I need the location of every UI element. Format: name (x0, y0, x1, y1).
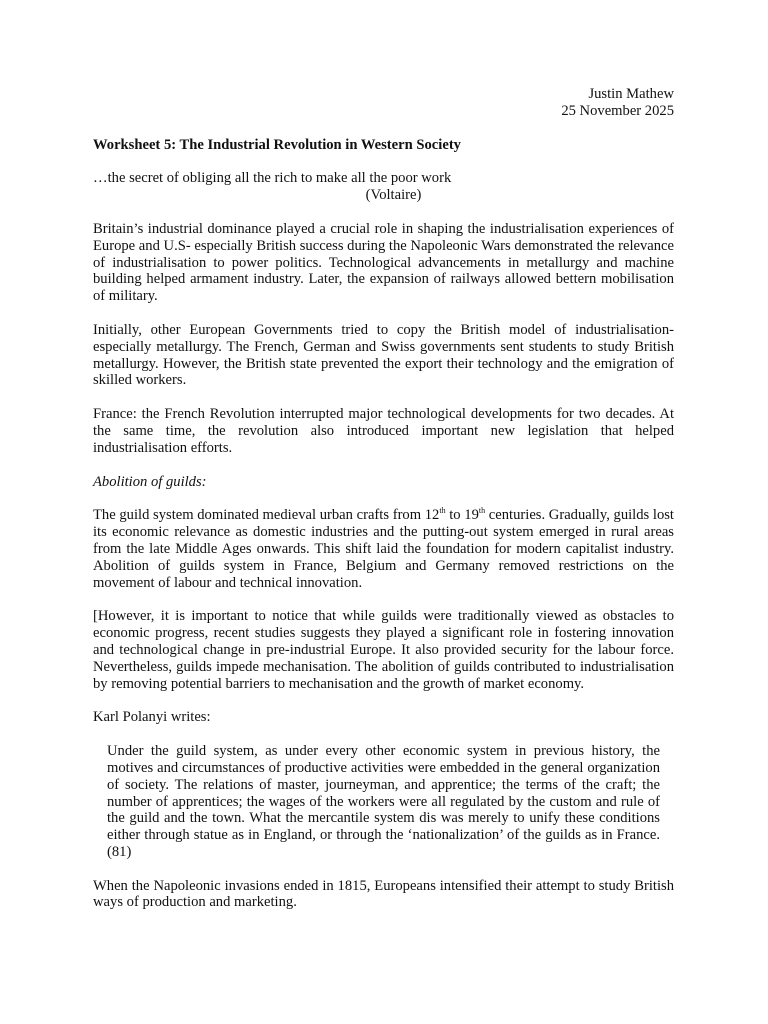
document-header (93, 86, 674, 120)
subheading-abolition-of-guilds: Abolition of guilds: (93, 473, 207, 490)
paragraph-guild-system (93, 507, 674, 591)
paragraph-polanyi-intro: Karl Polanyi writes: (93, 709, 211, 726)
paragraph-european-governments: Initially, other European Governments tried to copy the British model of industrialisation- especially metallurgy. The French, German and Swiss governments sent students to study British metallurgy. However, the British state prevented the export their technology and the emigration of skilled workers. (93, 321, 674, 389)
guild-text-part-3: centuries. Gradually, guilds lost its economic relevance as domestic industries and the putting-out system emerged in rural areas from the late Middle Ages onwards. This shift laid the foundation for modern capitalist industry. Abolition of guilds system in France, Belgium and Germany removed restrictions on the movement of labour and technical innovation. (93, 507, 674, 591)
epigraph-source: (Voltaire) (365, 187, 422, 204)
epigraph (93, 170, 674, 204)
document-page (93, 86, 674, 911)
guild-text-part-2: to 19 (445, 507, 479, 524)
paragraph-france: France: the French Revolution interrupted major technological developments for two decades. At the same time, the revolution also introduced important new legislation that helped industrialisation efforts. (93, 406, 674, 456)
author-name: Justin Mathew (588, 86, 674, 102)
guild-text-part-1: The guild system dominated medieval urban crafts from 12 (93, 507, 440, 524)
epigraph-text: …the secret of obliging all the rich to make all the poor work (93, 170, 452, 187)
superscript-th-1: th (439, 506, 446, 516)
block-quote-polanyi: Under the guild system, as under every other economic system in previous history, the motives and circumstances of productive activities were embedded in the general organization of society. The relations of master, journeyman, and apprentice; the terms of the craft; the number of apprentices; the wages of the workers were all regulated by the custom and rule of the guild and the town. What the mercantile system dis was merely to unify these conditions either through statue as in England, or through the ‘nationalization’ of the guilds as in France. (81) (107, 743, 660, 860)
document-date: 25 November 2025 (561, 102, 674, 119)
paragraph-guild-studies: [However, it is important to notice that while guilds were traditionally viewed as obstacles to economic progress, recent studies suggests they played a significant role in fostering innovation and technological change in pre-industrial Europe. It also provided security for the labour force. Nevertheless, guilds impede mechanisation. The abolition of guilds contributed to industrialisation by removing potential barriers to mechanisation and the growth of market economy. (93, 608, 674, 692)
superscript-th-2: th (478, 506, 486, 516)
paragraph-napoleonic-invasions: When the Napoleonic invasions ended in 1815, Europeans intensified their attempt to study British ways of production and marketing. (93, 877, 674, 911)
worksheet-title: Worksheet 5: The Industrial Revolution in Western Society (93, 136, 461, 153)
paragraph-britain-dominance: Britain’s industrial dominance played a crucial role in shaping the industrialisation experiences of Europe and U.S- especially British success during the Napoleonic Wars demonstrated the relevance of industrialisation to power politics. Technological advancements in metallurgy and machine building helped armament industry. Later, the expansion of railways allowed bettern mobilisation of military. (93, 220, 674, 305)
